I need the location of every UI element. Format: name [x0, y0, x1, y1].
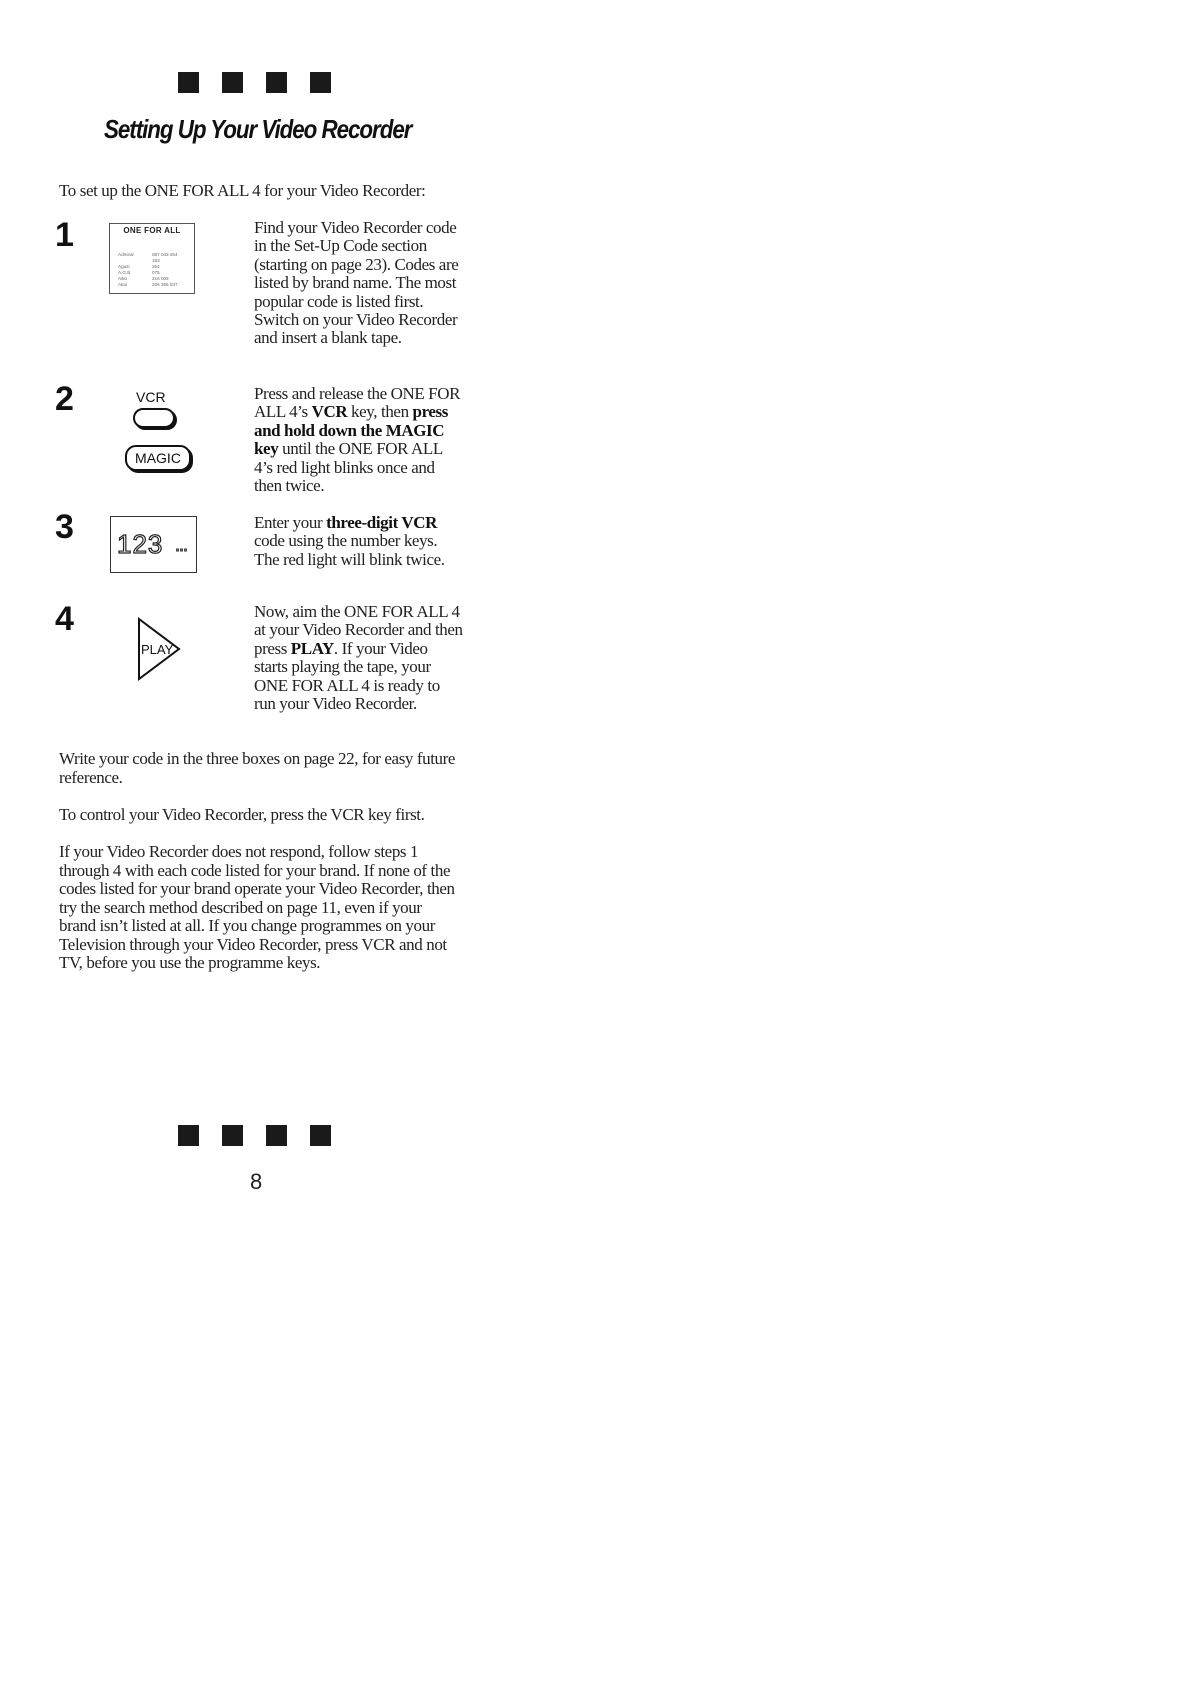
number-keys-digits: 123 — [117, 529, 164, 559]
header-squares-decoration — [178, 72, 338, 94]
number-keys-icon — [110, 516, 197, 573]
play-key-icon — [136, 617, 182, 681]
step-number-1: 1 — [55, 216, 74, 254]
code-list-card: ONE FOR ALL Admiral 087 043 264 163 Agazi 264 A.G.B 075 Aiko 216 009 Akai 206 355 037 — [109, 223, 195, 294]
footer-squares-decoration — [178, 1125, 338, 1147]
note-troubleshooting: If your Video Recorder does not respond, follow steps 1 through 4 with each code listed for your brand. If none of the codes listed for your brand operate your Video Recorder, then try the search method described on page 11, even if your brand isn’t listed at all. If you change programmes on your Television through your Video Recorder, press VCR and not TV, before you use the programme keys. — [59, 842, 455, 972]
page-title: Setting Up Your Video Recorder — [104, 114, 412, 144]
vcr-key-icon — [133, 408, 175, 428]
step-3-text: Enter your three-digit VCR code using the number keys. The red light will blink twice. — [254, 513, 445, 569]
magic-key-icon: MAGIC — [125, 445, 191, 471]
code-list-card-title: ONE FOR ALL — [123, 226, 181, 235]
page-number: 8 — [250, 1169, 263, 1194]
step-number-2: 2 — [55, 380, 74, 418]
step-2-text: Press and release the ONE FOR ALL 4’s VCR key, then press and hold down the MAGIC key until the ONE FOR ALL 4’s red light blinks once and then twice. — [254, 384, 461, 496]
play-key-label: PLAY — [141, 642, 174, 657]
step-number-3: 3 — [55, 508, 74, 546]
note-vcr-key: To control your Video Recorder, press the VCR key first. — [59, 805, 425, 824]
number-keys-dots: ... — [175, 535, 188, 555]
intro-text: To set up the ONE FOR ALL 4 for your Video Recorder: — [59, 181, 426, 200]
step-number-4: 4 — [55, 600, 74, 638]
step-4-text: Now, aim the ONE FOR ALL 4 at your Video Recorder and then press PLAY. If your Video starts playing the tape, your ONE FOR ALL 4 is ready to run your Video Recorder. — [254, 602, 463, 714]
vcr-key-label: VCR — [136, 389, 166, 405]
note-write-code: Write your code in the three boxes on page 22, for easy future reference. — [59, 749, 456, 787]
step-1-text: Find your Video Recorder code in the Set-Up Code section (starting on page 23). Codes are listed by brand name. The most popular code is listed first. Switch on your Video Recorder and insert a blank tape. — [254, 218, 459, 348]
